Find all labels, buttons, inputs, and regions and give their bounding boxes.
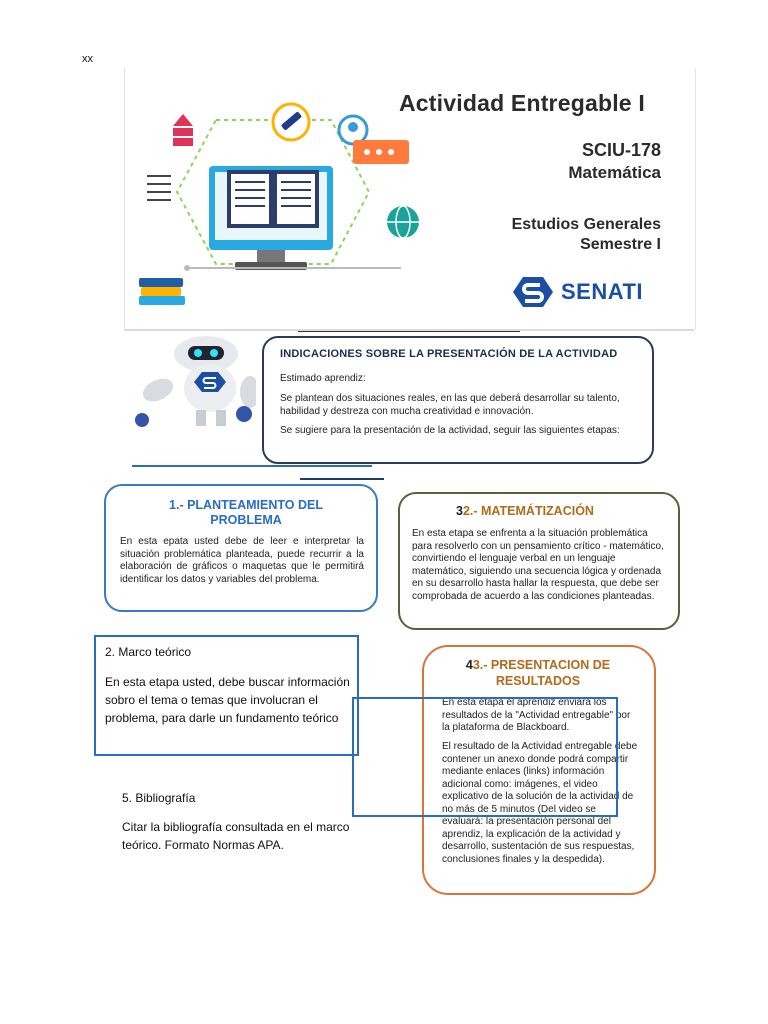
course-code: SCIU-178: [581, 140, 661, 160]
stage-2-number: 3: [456, 504, 463, 518]
senati-logo-icon: [513, 275, 553, 309]
senati-wordmark: SENATI: [561, 279, 644, 304]
semester-label: Semestre I: [580, 236, 661, 253]
indications-paragraph-2: Se sugiere para la presentación de la actividad, seguir las siguientes etapas:: [280, 425, 620, 436]
stage-3-paragraph-1: En esta etapa el aprendiz enviará los resultados de la "Actividad entregable" por la plataforma de Blackboard.: [442, 697, 631, 733]
robot-mascot-icon: [132, 334, 256, 434]
indications-greeting: Estimado aprendiz:: [280, 373, 366, 384]
stage-2-title: [456, 504, 594, 518]
marco-teorico-heading: 2. Marco teórico: [105, 645, 192, 659]
selection-rectangle[interactable]: [352, 697, 618, 817]
stage-1-card: [104, 484, 378, 612]
education-illustration-icon: [131, 82, 431, 322]
decorative-line: [300, 478, 384, 480]
course-subject: Matemática: [568, 163, 661, 182]
stage-2-card: [398, 492, 680, 630]
program-name: Estudios Generales: [511, 216, 661, 233]
marco-teorico-textbox[interactable]: [94, 635, 359, 756]
indications-panel: [262, 336, 654, 464]
header-mark: xx: [82, 53, 93, 65]
senati-logo: [513, 272, 643, 312]
indications-title: INDICACIONES SOBRE LA PRESENTACIÓN DE LA ACTIVIDAD: [280, 348, 618, 360]
stage-3-title: [458, 657, 618, 689]
indications-top-line: [298, 331, 520, 332]
stage-3-paragraph-2: El resultado de la Actividad entregable debe contener un anexo donde podrá compartir mediante enlaces (links) información adicional como: imágenes, el video explicativo de la solución de la actividad de no más de 5 minutos (Del video se evaluará: la presentación personal del aprendiz, la explicación de la actividad y desarrollo, sustentación de sus respuestas, conclusiones finales y la despedida).: [442, 741, 638, 865]
activity-title: Actividad Entregable I: [399, 90, 645, 116]
stage-3-number: 4: [465, 658, 473, 672]
stage-2-text: En esta etapa se enfrenta a la situación problemática para resolverlo con un pensamiento crítico - matemático, convirtiendo el lenguaje verbal en un lenguaje matemático, siguiendo una secuencia lógica y ordenada en su desarrollo hasta hallar la respuesta, que debe ser comprobada de acuerdo a las condiciones planteadas.: [412, 528, 664, 602]
stage-2-title-text: 2.- MATEMÁTIZACIÓN: [462, 504, 594, 518]
marco-teorico-text: En esta etapa usted, debe buscar información sobro el tema o temas que involucran el problema, para darle un fundamento teórico: [105, 675, 350, 725]
stage-1-text: En esta epata usted debe de leer e interpretar la situación problemática planteada, puede recurrir a la elaboración de gráficos o maquetas que le permitirá identificar los datos y variables del problema.: [120, 536, 364, 585]
indications-paragraph-1: Se plantean dos situaciones reales, en las que deberá desarrollar su talento, habilidad y destreza con mucha creatividad e innovación.: [280, 393, 620, 417]
stage-3-title-text: 3.- PRESENTACION DE RESULTADOS: [472, 658, 611, 688]
bibliografia-heading: 5. Bibliografía: [122, 791, 196, 805]
stage-1-title: 1.- PLANTEAMIENTO DEL PROBLEMA: [169, 498, 323, 527]
bibliografia-text: Citar la bibliografía consultada en el marco teórico. Formato Normas APA.: [122, 820, 350, 852]
course-banner: [124, 68, 696, 330]
decorative-line: [132, 465, 372, 467]
